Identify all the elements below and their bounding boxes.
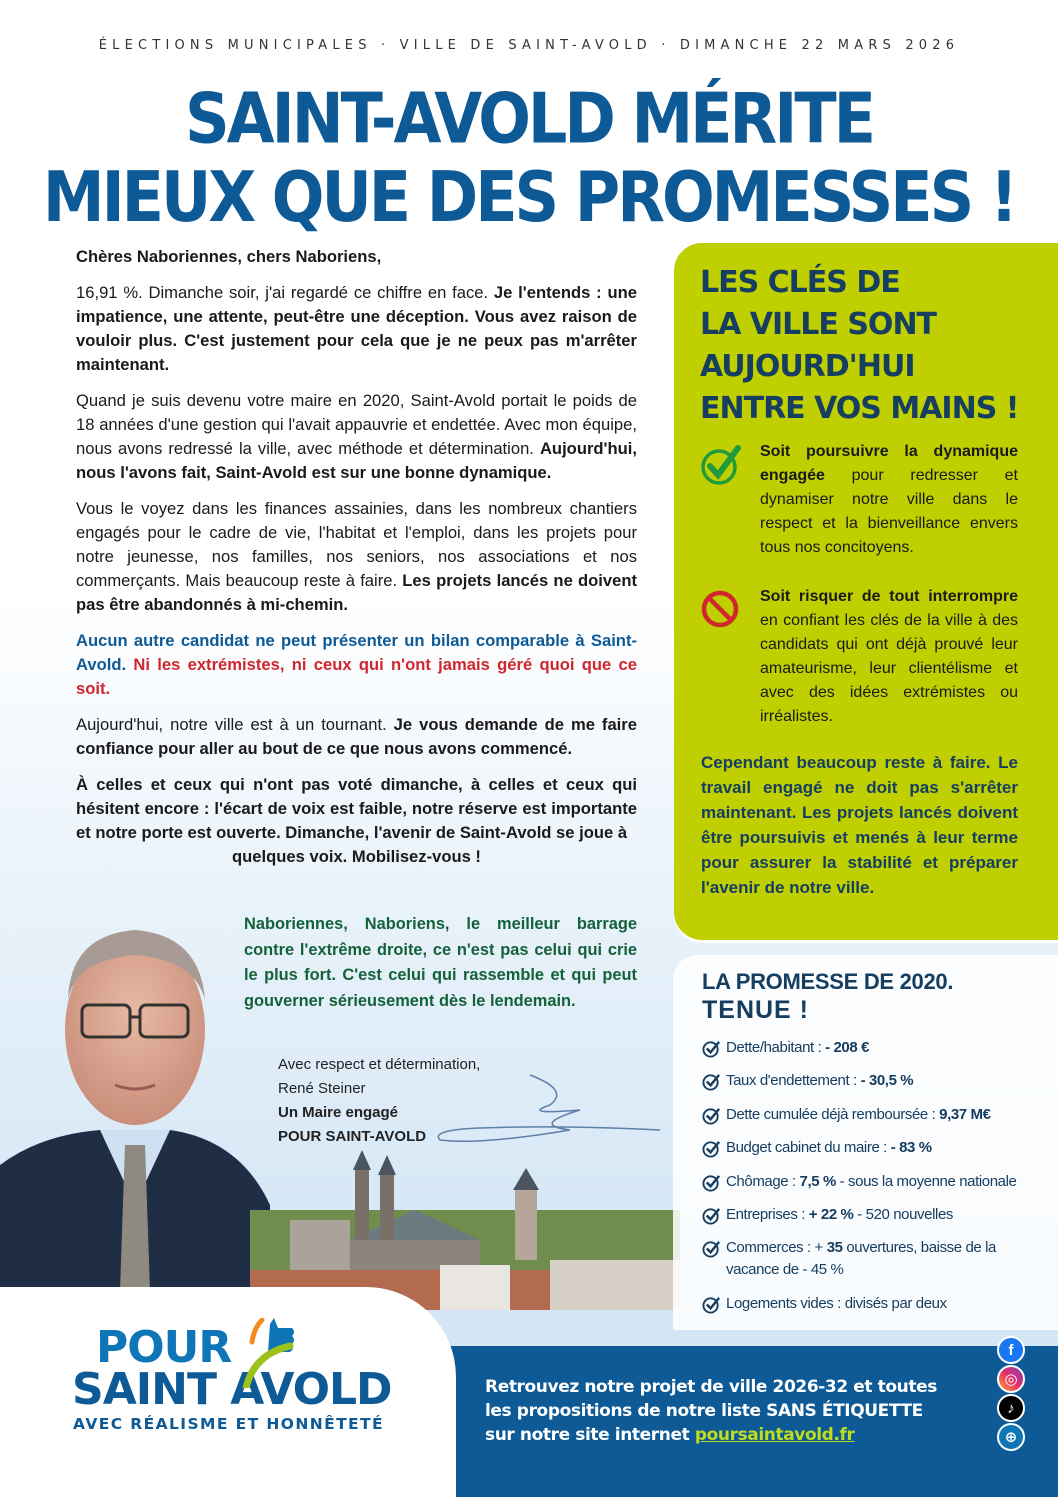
headline-line-2: MIEUX QUE DES PROMESSES ! xyxy=(42,156,1016,238)
social-links xyxy=(997,1336,1027,1452)
prohibited-icon xyxy=(700,589,742,631)
signer-role-2: POUR SAINT-AVOLD xyxy=(278,1128,427,1145)
page-headline xyxy=(0,77,1058,238)
check-circle-icon xyxy=(702,1206,721,1225)
mayor-letter xyxy=(76,245,637,881)
promise-item: Dette cumulée déjà remboursée : 9,37 M€ xyxy=(702,1104,1042,1126)
campaign-logo: POUR SAINT AVOLD AVEC RÉALISME ET HONNÊTETÉ xyxy=(70,1320,410,1460)
check-circle-icon xyxy=(702,1106,721,1125)
instagram-icon[interactable]: ◎ xyxy=(997,1365,1025,1393)
letter-paragraph-6: À celles et ceux qui n'ont pas voté dimanche, à celles et ceux qui hésitent encore : l'écart de voix est faible, notre réserve est importante et notre porte est ouverte. Dimanche, l'avenir de Saint-Avold se joue à xyxy=(76,775,637,842)
signer-role: Un Maire engagé xyxy=(278,1104,399,1121)
promise-list xyxy=(702,1037,1042,1326)
letter-paragraph-3: Vous le voyez dans les finances assainies, dans les nombreux chantiers engagés pour le cadre de vie, l'habitat et l'emploi, dans les projets pour notre jeunesse, nos familles, nos seniors, nos associations et nos commerçants. Mais beaucoup reste à faire. Les projets lancés ne doivent pas être abandonnés à mi-chemin. xyxy=(76,499,637,614)
globe-icon[interactable]: ⊕ xyxy=(997,1423,1025,1451)
check-circle-icon xyxy=(700,444,742,486)
signoff: Avec respect et détermination, xyxy=(278,1056,481,1073)
promise-item: Entreprises : + 22 % - 520 nouvelles xyxy=(702,1204,1042,1226)
letter-paragraph-1: 16,91 %. Dimanche soir, j'ai regardé ce chiffre en face. Je l'entends : une impatience, une attente, peut-être une déception. Vous avez raison de vouloir plus. C'est justement pour cela que je ne peux pas m'arrêter maintenant. xyxy=(76,283,637,374)
promise-title: LA PROMESSE DE 2020. TENUE ! xyxy=(702,969,954,1024)
check-circle-icon xyxy=(702,1173,721,1192)
keys-panel-title: LES CLÉS DE LA VILLE SONT AUJOURD'HUI ENTRE VOS MAINS ! xyxy=(700,265,1019,426)
headline-line-1: SAINT-AVOLD MÉRITE xyxy=(185,77,873,160)
election-topline: ÉLECTIONS MUNICIPALES · VILLE DE SAINT-AVOLD · DIMANCHE 22 MARS 2026 xyxy=(98,38,960,53)
mayor-portrait xyxy=(0,905,270,1290)
check-circle-icon xyxy=(702,1295,721,1314)
promise-item: Dette/habitant : - 208 € xyxy=(702,1037,1042,1059)
keys-panel-closing: Cependant beaucoup reste à faire. Le travail engagé ne doit pas s'arrêter maintenant. Les projets lancés doivent être poursuivis et menés à leur terme pour assurer la stabilité et préparer l'avenir de notre ville. xyxy=(701,753,1018,897)
promise-item: Commerces : + 35 ouvertures, baisse de la vacance de - 45 % xyxy=(702,1237,1002,1281)
thumbs-up-swoosh-icon xyxy=(240,1318,300,1388)
promise-item: Logements vides : divisés par deux xyxy=(702,1293,1042,1315)
handwritten-signature xyxy=(420,1070,660,1150)
salutation: Chères Naboriennes, chers Naboriens, xyxy=(76,247,382,266)
check-circle-icon xyxy=(702,1072,721,1091)
check-circle-icon xyxy=(702,1039,721,1058)
anti-extremism-quote: Naboriennes, Naboriens, le meilleur barrage contre l'extrême droite, ce n'est pas celui qui crie le plus fort. C'est celui qui rassemble et qui peut gouverner sérieusement dès le lendemain. xyxy=(244,915,637,1010)
check-circle-icon xyxy=(702,1139,721,1158)
promise-item: Chômage : 7,5 % - sous la moyenne nationale xyxy=(702,1171,1042,1193)
tiktok-icon[interactable]: ♪ xyxy=(997,1394,1025,1422)
promise-item: Budget cabinet du maire : - 83 % xyxy=(702,1137,1042,1159)
facebook-icon[interactable]: f xyxy=(997,1336,1025,1364)
signer-name: René Steiner xyxy=(278,1080,366,1097)
letter-paragraph-4: Aucun autre candidat ne peut présenter un bilan comparable à Saint-Avold. Ni les extrémistes, ni ceux qui n'ont jamais géré quoi que ce soit. xyxy=(76,631,637,698)
city-skyline-image xyxy=(250,1150,680,1310)
promise-item: Taux d'endettement : - 30,5 % xyxy=(702,1070,1042,1092)
website-link[interactable]: poursaintavold.fr xyxy=(694,1425,855,1445)
letter-call-to-vote: quelques voix. Mobilisez-vous ! xyxy=(232,847,481,866)
check-circle-icon xyxy=(702,1239,721,1258)
website-call-to-action: Retrouvez notre projet de ville 2026-32 et toutes les propositions de notre liste SANS ÉTIQUETTE sur notre site internet poursaintavold.fr xyxy=(485,1377,937,1445)
letter-paragraph-2: Quand je suis devenu votre maire en 2020, Saint-Avold portait le poids de 18 années d'une gestion qui l'avait appauvrie et endettée. Avec mon équipe, nous avons redressé la ville, avec méthode et détermination. Aujourd'hui, nous l'avons fait, Saint-Avold est sur une bonne dynamique. xyxy=(76,391,637,482)
letter-paragraph-5: Aujourd'hui, notre ville est à un tournant. Je vous demande de me faire confiance pour aller au bout de ce que nous avons commencé. xyxy=(76,715,637,758)
